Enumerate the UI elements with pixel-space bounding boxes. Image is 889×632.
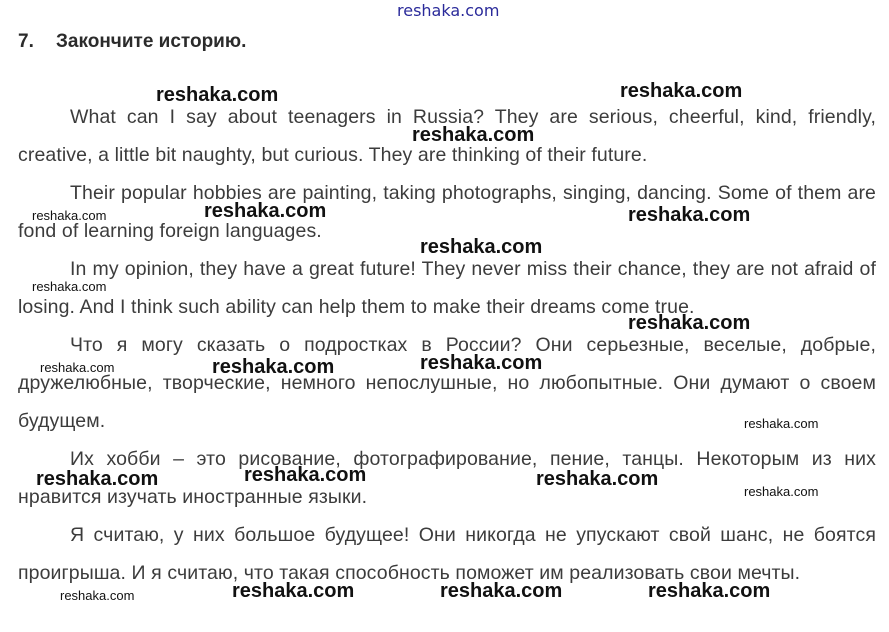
watermark: reshaka.com [204, 200, 327, 222]
task-heading [18, 31, 246, 53]
watermark: reshaka.com [628, 312, 751, 334]
watermark: reshaka.com [32, 279, 107, 294]
task-title: Закончите историю. [56, 31, 247, 52]
watermark: reshaka.com [32, 208, 107, 223]
paragraph-1: What can I say about teenagers in Russia? They are serious, cheerful, kind, friendly, creative, a little bit naughty, but curious. They are thinking of their future. [18, 106, 876, 166]
watermark: reshaka.com [60, 588, 135, 603]
watermark: reshaka.com [232, 580, 355, 602]
paragraph-5: Их хобби – это рисование, фотографирование, пение, танцы. Некоторым из них нравится изучать иностранные языки. [18, 448, 876, 508]
paragraph-3: In my opinion, they have a great future! They never miss their chance, they are not afraid of losing. And I think such ability can help them to make their dreams come true. [18, 258, 876, 318]
paragraph-2: Their popular hobbies are painting, taking photographs, singing, dancing. Some of them are fond of learning foreign languages. [18, 182, 876, 242]
watermark: reshaka.com [412, 124, 535, 146]
watermark: reshaka.com [156, 84, 279, 106]
watermark: reshaka.com [536, 468, 659, 490]
watermark: reshaka.com [440, 580, 563, 602]
watermark: reshaka.com [420, 236, 543, 258]
watermark: reshaka.com [40, 360, 115, 375]
watermark: reshaka.com [744, 416, 819, 431]
watermark: reshaka.com [244, 464, 367, 486]
watermark: reshaka.com [628, 204, 751, 226]
task-number: 7. [18, 31, 34, 52]
watermark: reshaka.com [420, 352, 543, 374]
watermark: reshaka.com [744, 484, 819, 499]
watermark-top: reshaka.com [397, 1, 500, 20]
watermark: reshaka.com [212, 356, 335, 378]
watermark: reshaka.com [620, 80, 743, 102]
watermark: reshaka.com [36, 468, 159, 490]
watermark: reshaka.com [648, 580, 771, 602]
paragraph-6: Я считаю, у них большое будущее! Они никогда не упускают свой шанс, не боятся проигрыша. И я считаю, что такая способность поможет им реализовать свои мечты. [18, 524, 876, 584]
paragraph-4: Что я могу сказать о подростках в России? Они серьезные, веселые, добрые, дружелюбные, творческие, немного непослушные, но любопытные. Они думают о своем будущем. [18, 334, 876, 432]
